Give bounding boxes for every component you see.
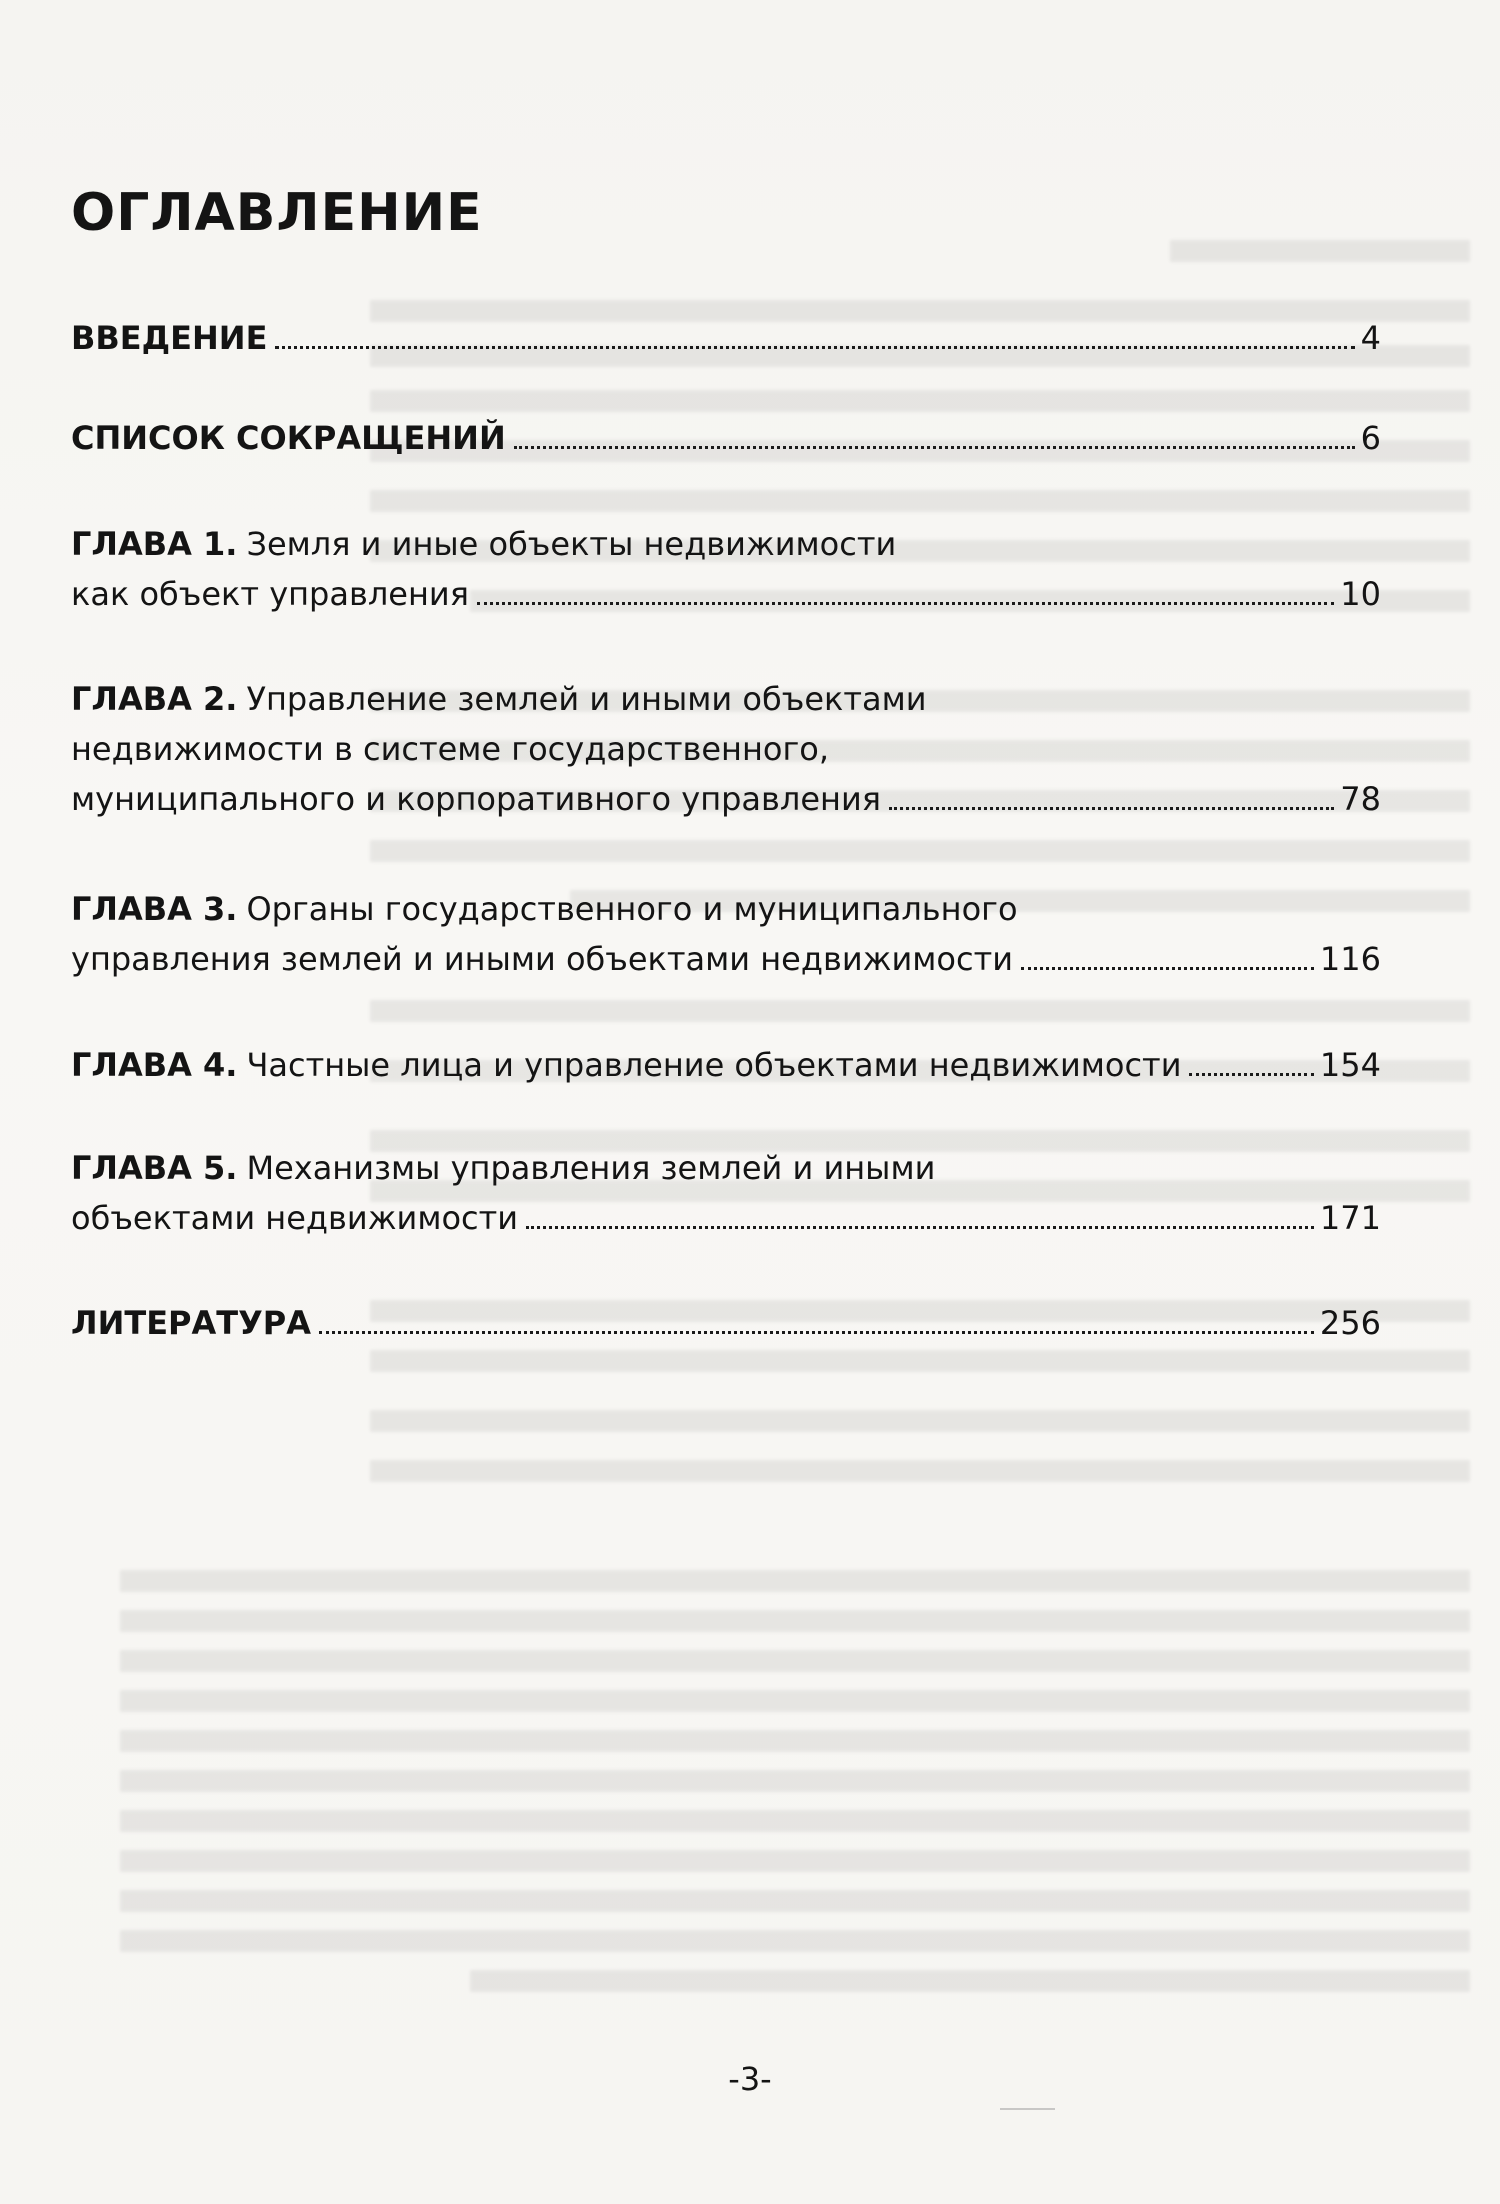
- dot-leader: [1189, 1073, 1313, 1076]
- toc-chapter-title-line: объектами недвижимости: [71, 1199, 519, 1237]
- toc-chapter-title-line: Земля и иные объекты недвижимости: [246, 525, 897, 563]
- toc-chapter-title-line: Управление землей и иными объектами: [246, 680, 927, 718]
- toc-chapter-title-line: Механизмы управления землей и иными: [246, 1149, 936, 1187]
- toc-page-number: 78: [1340, 780, 1381, 818]
- toc-entry-chapter-5[interactable]: [71, 1143, 1381, 1243]
- toc-chapter-label: ГЛАВА 1.: [71, 525, 238, 563]
- toc-page-number: 154: [1319, 1046, 1381, 1084]
- dot-leader: [889, 807, 1334, 810]
- toc-entry-label: СПИСОК СОКРАЩЕНИЙ: [71, 419, 506, 457]
- toc-page-number: 116: [1319, 940, 1381, 978]
- dot-leader: [526, 1226, 1314, 1229]
- toc-entry-chapter-1[interactable]: [71, 519, 1381, 619]
- toc-chapter-title-line: управления землей и иными объектами недвижимости: [71, 940, 1013, 978]
- toc-page-number: 4: [1360, 319, 1381, 357]
- toc-chapter-label: ГЛАВА 3.: [71, 890, 238, 928]
- toc-entry-abbreviations[interactable]: [71, 413, 1381, 463]
- dot-leader: [275, 346, 1354, 349]
- toc-chapter-title-line: муниципального и корпоративного управления: [71, 780, 881, 818]
- toc-entry-chapter-3[interactable]: [71, 884, 1381, 984]
- dot-leader: [319, 1331, 1314, 1334]
- toc-chapter-title-line: Органы государственного и муниципального: [246, 890, 1018, 928]
- toc-chapter-title-line: как объект управления: [71, 575, 469, 613]
- toc-chapter-title-line: недвижимости в системе государственного,: [71, 730, 830, 768]
- page-title: ОГЛАВЛЕНИЕ: [71, 183, 483, 243]
- dot-leader: [477, 602, 1334, 605]
- toc-page-number: 6: [1360, 419, 1381, 457]
- toc-entry-label: ВВЕДЕНИЕ: [71, 319, 268, 357]
- toc-page-number: 10: [1340, 575, 1381, 613]
- toc-page-number: 171: [1319, 1199, 1381, 1237]
- page-number: -3-: [728, 2060, 772, 2098]
- toc-entry-introduction[interactable]: [71, 313, 1381, 363]
- toc-chapter-label: ГЛАВА 4.: [71, 1046, 238, 1084]
- dot-leader: [1021, 967, 1314, 970]
- dot-leader: [514, 446, 1355, 449]
- toc-page-number: 256: [1319, 1304, 1381, 1342]
- toc-chapter-title-line: Частные лица и управление объектами недвижимости: [246, 1046, 1182, 1084]
- toc-chapter-label: ГЛАВА 2.: [71, 680, 238, 718]
- toc-chapter-label: ГЛАВА 5.: [71, 1149, 238, 1187]
- toc-entry-chapter-4[interactable]: [71, 1040, 1381, 1090]
- toc-entry-chapter-2[interactable]: [71, 674, 1381, 824]
- toc-entry-literature[interactable]: [71, 1298, 1381, 1348]
- print-mark: [1000, 2108, 1055, 2110]
- toc-entry-label: ЛИТЕРАТУРА: [71, 1304, 311, 1342]
